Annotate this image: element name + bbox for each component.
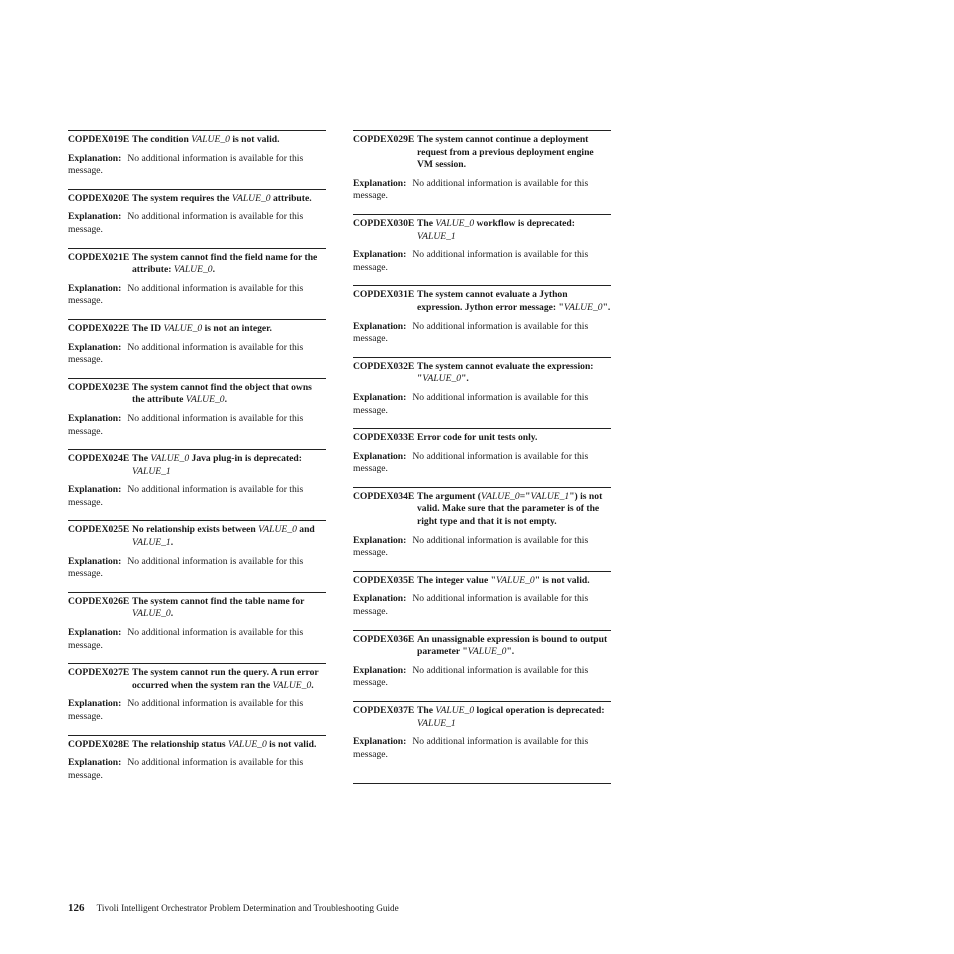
message-fragment: . xyxy=(224,394,227,406)
message-code: COPDEX034E xyxy=(353,490,415,502)
message-fragment: The xyxy=(132,453,151,465)
variable-placeholder: VALUE_0 xyxy=(163,322,203,334)
message-entry xyxy=(353,214,611,274)
message-code: COPDEX025E xyxy=(68,524,130,536)
explanation-text: No additional information is available for this message. xyxy=(68,412,304,437)
explanation-label: Explanation: xyxy=(68,282,122,294)
explanation-label: Explanation: xyxy=(68,698,122,710)
message-fragment: " is not valid. xyxy=(534,574,590,586)
explanation-text: No additional information is available for this message. xyxy=(68,627,304,651)
variable-placeholder: VALUE_1 xyxy=(417,717,456,729)
message-code: COPDEX036E xyxy=(353,633,415,645)
variable-placeholder: VALUE_0 xyxy=(272,679,312,691)
explanation xyxy=(353,321,611,346)
message-entry xyxy=(68,130,326,178)
variable-placeholder: VALUE_0 xyxy=(563,301,603,313)
message-fragment: The system cannot evaluate a Jython expression. Jython error message: " xyxy=(417,289,568,313)
message-text xyxy=(68,524,326,549)
explanation xyxy=(353,665,611,690)
message-entry xyxy=(68,248,326,308)
explanation-text: No additional information is available for this message. xyxy=(353,320,589,345)
message-fragment: attribute. xyxy=(270,192,312,204)
explanation-label: Explanation: xyxy=(68,211,122,223)
message-fragment: ". xyxy=(602,301,611,313)
message-entry xyxy=(353,487,611,560)
message-fragment: ". xyxy=(461,373,469,385)
right-column xyxy=(353,130,611,784)
variable-placeholder: VALUE_0 xyxy=(150,453,190,465)
variable-placeholder: VALUE_1 xyxy=(132,465,171,477)
variable-placeholder: VALUE_0 xyxy=(435,217,475,229)
explanation xyxy=(68,153,326,178)
message-text xyxy=(353,491,611,529)
variable-placeholder: VALUE_0 xyxy=(422,373,462,385)
explanation-label: Explanation: xyxy=(353,534,407,546)
message-fragment: The system cannot evaluate the expression: " xyxy=(417,360,594,385)
explanation-label: Explanation: xyxy=(68,627,122,639)
message-fragment: The system requires the xyxy=(132,192,232,204)
explanation-text: No additional information is available for this message. xyxy=(68,555,304,580)
variable-placeholder: VALUE_0 xyxy=(258,524,297,536)
explanation-text: No additional information is available for this message. xyxy=(353,664,589,689)
explanation-label: Explanation: xyxy=(353,320,407,332)
variable-placeholder: VALUE_0 xyxy=(173,264,213,276)
message-fragment: and xyxy=(296,524,315,536)
explanation-text: No additional information is available for this message. xyxy=(68,282,304,307)
message-fragment: ". xyxy=(506,646,515,658)
message-code: COPDEX032E xyxy=(353,360,415,372)
message-entry xyxy=(353,285,611,345)
explanation xyxy=(353,392,611,417)
message-fragment: . xyxy=(212,264,215,276)
message-entry xyxy=(68,449,326,509)
message-text xyxy=(353,432,611,445)
message-code: COPDEX023E xyxy=(68,381,130,393)
message-text xyxy=(353,134,611,172)
explanation-text: No additional information is available for this message. xyxy=(68,484,304,508)
message-fragment: The system cannot find the table name for xyxy=(132,595,305,607)
message-entry xyxy=(353,357,611,417)
message-fragment: is not valid. xyxy=(229,134,280,145)
message-entry xyxy=(353,428,611,476)
message-fragment: The xyxy=(417,217,436,229)
message-entry xyxy=(68,592,326,652)
message-fragment: The xyxy=(417,705,436,716)
message-fragment: logical operation is deprecated: xyxy=(474,705,605,716)
message-code: COPDEX033E xyxy=(353,432,415,444)
variable-placeholder: VALUE_0 xyxy=(467,646,507,658)
explanation xyxy=(353,249,611,274)
explanation xyxy=(353,178,611,203)
explanation-text: No additional information is available for this message. xyxy=(68,698,304,722)
message-text xyxy=(353,705,611,730)
explanation-label: Explanation: xyxy=(68,341,122,353)
message-text xyxy=(353,575,611,588)
explanation-label: Explanation: xyxy=(353,664,407,676)
explanation xyxy=(353,593,611,618)
left-column xyxy=(68,130,326,793)
explanation-label: Explanation: xyxy=(68,757,122,769)
explanation-text: No additional information is available for this message. xyxy=(68,152,304,177)
explanation xyxy=(68,556,326,581)
explanation-text: No additional information is available for this message. xyxy=(68,341,304,366)
message-code: COPDEX022E xyxy=(68,322,130,334)
message-fragment: . xyxy=(170,537,174,549)
variable-placeholder: VALUE_1 xyxy=(530,490,570,502)
explanation xyxy=(68,627,326,652)
variable-placeholder: VALUE_0 xyxy=(185,394,225,406)
explanation-label: Explanation: xyxy=(68,412,122,424)
message-code: COPDEX037E xyxy=(353,705,415,716)
explanation-label: Explanation: xyxy=(68,484,122,496)
variable-placeholder: VALUE_0 xyxy=(495,574,535,586)
message-fragment: The condition xyxy=(132,134,192,145)
message-code: COPDEX030E xyxy=(353,217,415,229)
message-text xyxy=(68,323,326,336)
message-fragment: The relationship status xyxy=(132,738,229,750)
explanation xyxy=(353,535,611,560)
page-footer xyxy=(68,902,399,914)
explanation xyxy=(68,283,326,308)
variable-placeholder: VALUE_0 xyxy=(435,705,475,716)
explanation xyxy=(68,211,326,236)
message-fragment: No relationship exists between xyxy=(132,524,259,536)
message-text xyxy=(68,252,326,277)
message-text xyxy=(353,218,611,243)
explanation-text: No additional information is available for this message. xyxy=(353,450,589,475)
message-entry xyxy=(68,319,326,367)
message-text xyxy=(353,361,611,386)
explanation-label: Explanation: xyxy=(353,450,407,462)
message-entry xyxy=(353,571,611,619)
explanation-text: No additional information is available for this message. xyxy=(353,593,589,618)
message-entry xyxy=(68,189,326,237)
explanation-label: Explanation: xyxy=(353,177,407,189)
variable-placeholder: VALUE_0 xyxy=(480,490,520,502)
message-text xyxy=(68,453,326,478)
explanation-label: Explanation: xyxy=(353,736,407,748)
explanation-text: No additional information is available for this message. xyxy=(353,177,589,202)
variable-placeholder: VALUE_0 xyxy=(228,738,267,750)
explanation-label: Explanation: xyxy=(68,555,122,567)
message-code: COPDEX035E xyxy=(353,574,415,586)
variable-placeholder: VALUE_0 xyxy=(231,192,271,204)
message-code: COPDEX031E xyxy=(353,289,415,301)
message-fragment: The system cannot run the query. A run error occurred when the system ran the xyxy=(132,667,319,691)
explanation-text: No additional information is available for this message. xyxy=(353,249,589,273)
message-fragment: =" xyxy=(519,490,531,502)
message-fragment: Java plug-in is deprecated: xyxy=(189,453,302,465)
explanation xyxy=(68,484,326,509)
message-entry xyxy=(353,701,611,761)
message-text xyxy=(353,289,611,314)
message-text xyxy=(68,596,326,621)
message-code: COPDEX024E xyxy=(68,453,130,465)
explanation-label: Explanation: xyxy=(353,391,407,403)
message-fragment: Error code for unit tests only. xyxy=(417,432,538,444)
explanation-text: No additional information is available for this message. xyxy=(68,757,304,781)
explanation-text: No additional information is available for this message. xyxy=(353,391,589,416)
message-fragment: The integer value " xyxy=(417,574,496,586)
message-fragment: ") is not valid. Make sure that the parameter is of the right type and that it is not empty. xyxy=(417,490,603,528)
message-text xyxy=(68,667,326,692)
message-fragment: The argument ( xyxy=(417,490,481,502)
message-code: COPDEX026E xyxy=(68,595,130,607)
message-code: COPDEX021E xyxy=(68,251,130,263)
message-entry xyxy=(68,520,326,580)
explanation xyxy=(353,736,611,761)
page-number: 126 xyxy=(68,902,85,914)
variable-placeholder: VALUE_1 xyxy=(132,537,171,549)
message-fragment: The system cannot find the object that owns the attribute xyxy=(132,381,312,406)
message-code: COPDEX028E xyxy=(68,738,130,750)
message-text xyxy=(353,634,611,659)
explanation-text: No additional information is available for this message. xyxy=(353,534,589,559)
message-text xyxy=(68,739,326,752)
explanation xyxy=(68,757,326,782)
message-entry xyxy=(353,630,611,690)
explanation-text: No additional information is available for this message. xyxy=(68,211,304,235)
message-entry xyxy=(353,130,611,203)
variable-placeholder: VALUE_0 xyxy=(132,608,171,620)
message-text xyxy=(68,382,326,407)
variable-placeholder: VALUE_0 xyxy=(191,134,230,145)
variable-placeholder: VALUE_1 xyxy=(417,230,456,242)
column-end-rule xyxy=(353,783,611,784)
explanation xyxy=(68,342,326,367)
message-fragment: The system cannot continue a deployment request from a previous deployment engine VM session. xyxy=(417,134,594,171)
explanation-label: Explanation: xyxy=(68,152,122,164)
explanation-text: No additional information is available for this message. xyxy=(353,736,589,760)
message-fragment: workflow is deprecated: xyxy=(474,217,575,229)
message-code: COPDEX029E xyxy=(353,134,415,145)
message-entry xyxy=(68,663,326,723)
message-entry xyxy=(68,378,326,438)
explanation-label: Explanation: xyxy=(353,593,407,605)
explanation-label: Explanation: xyxy=(353,249,407,261)
message-fragment: The system cannot find the field name for the attribute: xyxy=(132,251,318,276)
message-fragment: is not valid. xyxy=(266,738,317,750)
message-code: COPDEX027E xyxy=(68,667,130,679)
message-fragment: . xyxy=(311,679,314,691)
message-fragment: . xyxy=(170,608,174,620)
message-fragment: An unassignable expression is bound to output parameter " xyxy=(417,633,608,658)
message-text xyxy=(68,193,326,206)
message-code: COPDEX019E xyxy=(68,134,130,145)
book-title: Tivoli Intelligent Orchestrator Problem Determination and Troubleshooting Guide xyxy=(96,903,399,913)
explanation xyxy=(353,451,611,476)
message-entry xyxy=(68,735,326,783)
message-code: COPDEX020E xyxy=(68,192,130,204)
explanation xyxy=(68,698,326,723)
message-fragment: is not an integer. xyxy=(202,322,272,334)
explanation xyxy=(68,413,326,438)
message-fragment: The ID xyxy=(132,322,164,334)
message-text xyxy=(68,134,326,147)
